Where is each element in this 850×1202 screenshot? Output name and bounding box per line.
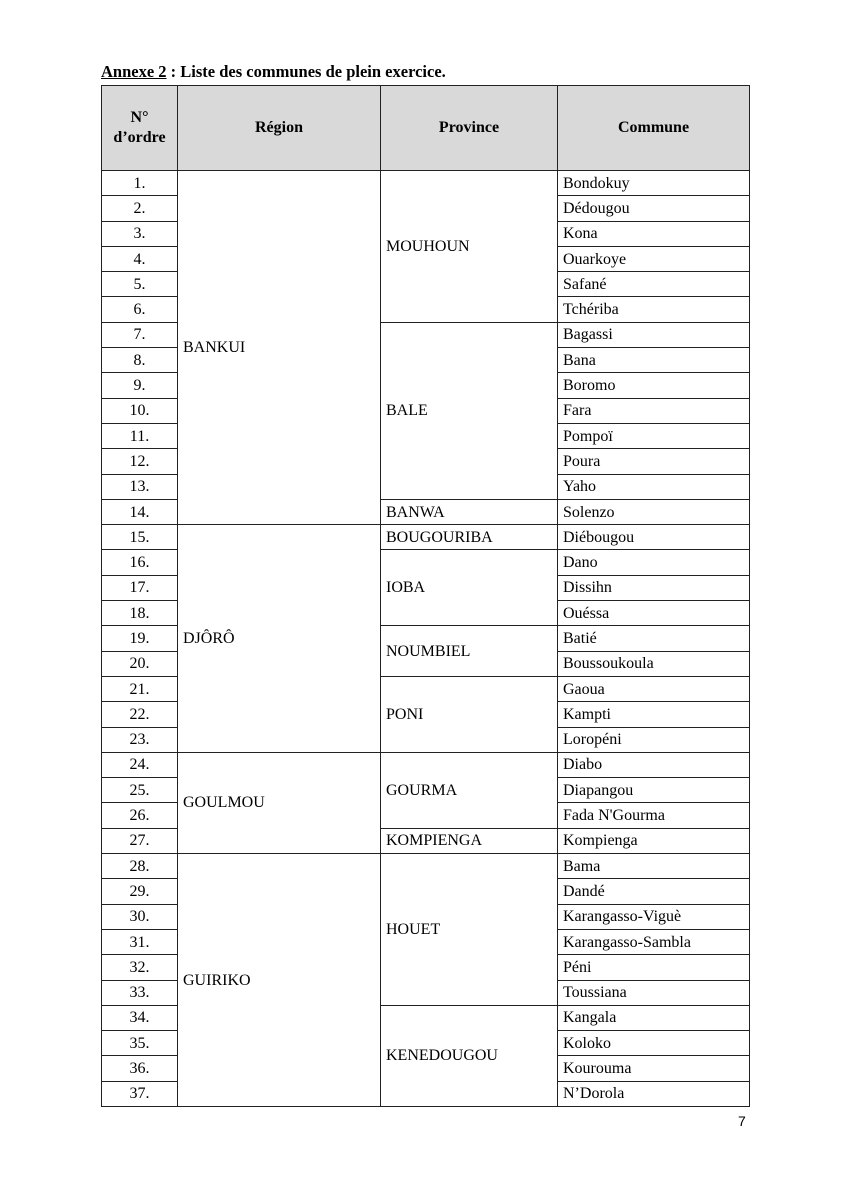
order-number-cell: 2. [102, 196, 178, 221]
province-cell: KOMPIENGA [381, 828, 558, 853]
commune-cell: Bana [558, 348, 750, 373]
order-number-cell: 5. [102, 272, 178, 297]
order-number-cell: 13. [102, 474, 178, 499]
commune-cell: Dano [558, 550, 750, 575]
order-number-cell: 35. [102, 1031, 178, 1056]
commune-cell: Kourouma [558, 1056, 750, 1081]
province-cell: MOUHOUN [381, 171, 558, 323]
commune-cell: Bondokuy [558, 171, 750, 196]
header-num-line2: d’ordre [113, 129, 166, 146]
commune-cell: Tchériba [558, 297, 750, 322]
commune-cell: Boromo [558, 373, 750, 398]
province-cell: GOURMA [381, 752, 558, 828]
province-cell: HOUET [381, 854, 558, 1006]
annex-title-text: : Liste des communes de plein exercice. [166, 62, 446, 81]
table-body [102, 171, 750, 1107]
order-number-cell: 33. [102, 980, 178, 1005]
header-region: Région [178, 86, 381, 171]
commune-cell: Yaho [558, 474, 750, 499]
province-cell: NOUMBIEL [381, 626, 558, 677]
order-number-cell: 14. [102, 499, 178, 524]
commune-cell: Toussiana [558, 980, 750, 1005]
commune-cell: Dandé [558, 879, 750, 904]
commune-cell: Karangasso-Viguè [558, 904, 750, 929]
table-header-row [102, 86, 750, 171]
table-row [102, 171, 750, 196]
province-cell: BANWA [381, 499, 558, 524]
commune-cell: Poura [558, 449, 750, 474]
commune-cell: Dédougou [558, 196, 750, 221]
table-row [102, 854, 750, 879]
page-number: 7 [738, 1113, 746, 1129]
header-num-line1: N° [130, 109, 149, 126]
header-order-number [102, 86, 178, 171]
commune-cell: Kampti [558, 702, 750, 727]
commune-cell: Safané [558, 272, 750, 297]
commune-cell: Péni [558, 955, 750, 980]
order-number-cell: 27. [102, 828, 178, 853]
order-number-cell: 20. [102, 651, 178, 676]
table-row [102, 752, 750, 777]
commune-cell: Gaoua [558, 676, 750, 701]
order-number-cell: 25. [102, 778, 178, 803]
order-number-cell: 36. [102, 1056, 178, 1081]
commune-cell: Solenzo [558, 499, 750, 524]
region-cell: BANKUI [178, 171, 381, 525]
region-cell: GUIRIKO [178, 854, 381, 1107]
order-number-cell: 31. [102, 929, 178, 954]
commune-cell: Diabo [558, 752, 750, 777]
commune-cell: N’Dorola [558, 1081, 750, 1106]
commune-cell: Batié [558, 626, 750, 651]
commune-cell: Ouéssa [558, 601, 750, 626]
header-commune: Commune [558, 86, 750, 171]
commune-cell: Fada N'Gourma [558, 803, 750, 828]
order-number-cell: 22. [102, 702, 178, 727]
order-number-cell: 15. [102, 525, 178, 550]
table-row [102, 525, 750, 550]
commune-cell: Koloko [558, 1031, 750, 1056]
province-cell: KENEDOUGOU [381, 1005, 558, 1106]
commune-cell: Dissihn [558, 575, 750, 600]
order-number-cell: 19. [102, 626, 178, 651]
commune-cell: Kangala [558, 1005, 750, 1030]
order-number-cell: 26. [102, 803, 178, 828]
order-number-cell: 12. [102, 449, 178, 474]
commune-cell: Diapangou [558, 778, 750, 803]
commune-cell: Loropéni [558, 727, 750, 752]
order-number-cell: 7. [102, 322, 178, 347]
order-number-cell: 3. [102, 221, 178, 246]
order-number-cell: 8. [102, 348, 178, 373]
province-cell: PONI [381, 676, 558, 752]
region-cell: GOULMOU [178, 752, 381, 853]
order-number-cell: 24. [102, 752, 178, 777]
order-number-cell: 1. [102, 171, 178, 196]
order-number-cell: 32. [102, 955, 178, 980]
commune-cell: Bama [558, 854, 750, 879]
page-title [101, 62, 446, 82]
commune-cell: Karangasso-Sambla [558, 929, 750, 954]
commune-cell: Boussoukoula [558, 651, 750, 676]
commune-cell: Bagassi [558, 322, 750, 347]
province-cell: IOBA [381, 550, 558, 626]
order-number-cell: 11. [102, 423, 178, 448]
communes-table [101, 85, 750, 1107]
order-number-cell: 23. [102, 727, 178, 752]
header-province: Province [381, 86, 558, 171]
commune-cell: Ouarkoye [558, 246, 750, 271]
order-number-cell: 34. [102, 1005, 178, 1030]
province-cell: BOUGOURIBA [381, 525, 558, 550]
commune-cell: Pompoï [558, 423, 750, 448]
commune-cell: Kona [558, 221, 750, 246]
order-number-cell: 9. [102, 373, 178, 398]
order-number-cell: 29. [102, 879, 178, 904]
annex-label: Annexe 2 [101, 62, 167, 81]
order-number-cell: 10. [102, 398, 178, 423]
order-number-cell: 4. [102, 246, 178, 271]
province-cell: BALE [381, 322, 558, 499]
order-number-cell: 17. [102, 575, 178, 600]
commune-cell: Diébougou [558, 525, 750, 550]
order-number-cell: 30. [102, 904, 178, 929]
order-number-cell: 28. [102, 854, 178, 879]
order-number-cell: 6. [102, 297, 178, 322]
order-number-cell: 21. [102, 676, 178, 701]
order-number-cell: 16. [102, 550, 178, 575]
commune-cell: Fara [558, 398, 750, 423]
region-cell: DJÔRÔ [178, 525, 381, 753]
order-number-cell: 37. [102, 1081, 178, 1106]
order-number-cell: 18. [102, 601, 178, 626]
commune-cell: Kompienga [558, 828, 750, 853]
